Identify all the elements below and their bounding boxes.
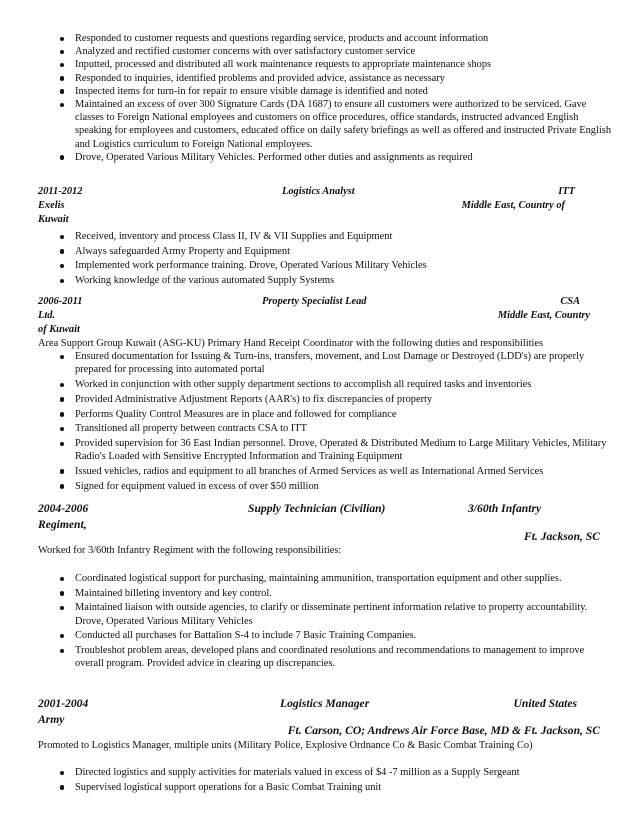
- job-location: Ft. Jackson, SC: [523, 530, 600, 543]
- list-item: [0, 58, 638, 71]
- job-dates: 2006-2011: [38, 296, 83, 307]
- list-item: [0, 32, 638, 45]
- job-section-2006: [0, 295, 638, 493]
- bullet-text: Inputted, processed and distributed all work maintenance requests to appropriate maintenance shops: [75, 59, 492, 71]
- bullet-icon: [60, 442, 64, 446]
- bullet-text: Transitioned all property between contracts CSA to ITT: [75, 423, 307, 435]
- bullet-text: Conducted all purchases for Battalion S-4 to include 7 Basic Training Companies.: [75, 630, 417, 642]
- list-item: [0, 45, 638, 58]
- job-bullet-list: [0, 350, 638, 493]
- bullet-icon: [60, 427, 64, 431]
- bullet-icon: [60, 264, 64, 268]
- job-unit: 3/60th Infantry: [468, 502, 542, 515]
- list-item: [0, 437, 638, 463]
- bullet-icon: [60, 37, 64, 41]
- list-item: [0, 151, 638, 164]
- bullet-icon: [60, 484, 64, 488]
- job-title: Property Specialist Lead: [262, 296, 367, 307]
- list-item: [0, 480, 638, 493]
- bullet-text: Always safeguarded Army Property and Equipment: [75, 245, 290, 257]
- bullet-text: Coordinated logistical support for purchasing, maintaining ammunition, transportation equipment and other supplies.: [75, 573, 562, 584]
- job-dates: 2001-2004: [38, 697, 89, 710]
- bullet-icon: [60, 785, 64, 789]
- bullet-icon: [60, 63, 64, 67]
- list-item: [0, 350, 638, 376]
- job-title: Supply Technician (Civilian): [248, 502, 386, 515]
- job-bullet-list: [0, 766, 638, 794]
- job-location-cont: of Kuwait: [38, 324, 80, 335]
- list-item: [0, 230, 638, 243]
- bullet-text: Directed logistics and supply activities for materials valued in excess of $4 -7 million as a Supply Sergeant: [75, 767, 520, 778]
- job-header: [0, 295, 638, 309]
- list-item: [0, 644, 638, 670]
- list-item: [0, 245, 638, 258]
- job-title: Logistics Analyst: [282, 186, 355, 197]
- bullet-icon: [60, 397, 64, 401]
- bullet-text: Analyzed and rectified customer concerns with over satisfactory customer service: [75, 46, 416, 58]
- bullet-icon: [60, 383, 64, 387]
- job-location: Middle East, Country of: [461, 200, 565, 211]
- job-unit-cont: Regiment,: [38, 518, 87, 531]
- bullet-icon: [60, 103, 64, 107]
- job-location: Ft. Carson, CO; Andrews Air Force Base, MD & Ft. Jackson, SC: [287, 724, 600, 737]
- job-dates: 2011-2012: [38, 186, 83, 197]
- list-item: [0, 259, 638, 272]
- job-org: United States: [513, 697, 577, 710]
- job-location-cont: Kuwait: [38, 214, 69, 225]
- job-section-2011: [0, 185, 638, 287]
- job-header: [0, 697, 638, 713]
- bullet-icon: [60, 606, 64, 610]
- bullet-text: Inspected items for turn-in for repair to ensure visible damage is identified and noted: [75, 85, 428, 97]
- list-item: [0, 85, 638, 98]
- list-item: [0, 393, 638, 406]
- job-org-cont: Army: [38, 713, 65, 726]
- list-item: [0, 274, 638, 287]
- job-company: ITT: [558, 186, 575, 197]
- list-item: [0, 572, 638, 585]
- bullet-text: Supervised logistical support operations for a Basic Combat Training unit: [75, 781, 382, 793]
- job-title: Logistics Manager: [280, 697, 370, 710]
- bullet-text: Responded to customer requests and questions regarding service, products and account information: [75, 33, 489, 44]
- job-company-cont: Exelis: [38, 200, 65, 211]
- bullet-icon: [60, 89, 64, 93]
- job-subheader: [0, 309, 638, 323]
- bullet-icon: [60, 155, 64, 159]
- bullet-icon: [60, 235, 64, 239]
- bullet-icon: [60, 412, 64, 416]
- bullet-icon: [60, 249, 64, 253]
- bullet-text: Maintained liaison with outside agencies, to clarify or disseminate pertinent information relative to property accountability. Drove, Operated Various Military Vehicles: [75, 602, 588, 627]
- bullet-text: Implemented work performance training. Drove, Operated Various Military Vehicles: [75, 260, 427, 272]
- list-item: [0, 601, 638, 627]
- bullet-icon: [60, 50, 64, 54]
- job-company-cont: Ltd.: [38, 310, 56, 321]
- bullet-icon: [60, 577, 64, 581]
- bullet-icon: [60, 591, 64, 595]
- list-item: [0, 587, 638, 600]
- job-bullet-list: [0, 230, 638, 287]
- list-item: [0, 766, 638, 779]
- list-item: [0, 465, 638, 478]
- bullet-icon: [60, 469, 64, 473]
- bullet-icon: [60, 634, 64, 638]
- job-intro: Worked for 3/60th Infantry Regiment with the following responsibilities:: [38, 545, 342, 556]
- job-intro: Promoted to Logistics Manager, multiple units (Military Police, Explosive Ordnance Co & Basic Combat Training Co): [38, 740, 533, 751]
- bullet-text: Maintained an excess of over 300 Signature Cards (DA 1687) to ensure all customers were authorized to be serviced. Gave classes to Foreign National employees and customers on office procedures, office standards, instructed advanced English speaking for employees and customers, educated office on daily safety briefings as well as offered and instructed Private English and Logistics curriculum to Foreign National employees.: [75, 99, 612, 150]
- bullet-text: Troubleshot problem areas, developed plans and coordinated resolutions and recommendations to management to improve overall program. Provided advice in clearing up discrepancies.: [75, 645, 585, 670]
- job-intro: Area Support Group Kuwait (ASG-KU) Primary Hand Receipt Coordinator with the following duties and responsibilities: [38, 338, 544, 349]
- list-item: [0, 378, 638, 391]
- bullet-icon: [60, 771, 64, 775]
- bullet-icon: [60, 76, 64, 80]
- bullet-text: Provided Administrative Adjustment Reports (AAR's) to fix discrepancies of property: [75, 393, 433, 405]
- job-header: [0, 185, 638, 199]
- intro-bullet-list: [0, 32, 638, 164]
- bullet-text: Provided supervision for 36 East Indian personnel. Drove, Operated & Distributed Medium to Large Military Vehicles, Military Radio's Loaded with Sensitive Encrypted Information and Training Equipment: [75, 437, 607, 463]
- job-dates: 2004-2006: [38, 502, 89, 515]
- list-item: [0, 72, 638, 85]
- bullet-text: Maintained billeting inventory and key control.: [75, 587, 272, 599]
- job-subheader: [0, 199, 638, 213]
- bullet-icon: [60, 279, 64, 283]
- job-company: CSA: [560, 296, 580, 307]
- bullet-text: Ensured documentation for Issuing & Turn-ins, transfers, movement, and Lost Damage or Destroyed (LDD's) are properly prepared for processing into automated portal: [75, 351, 585, 376]
- list-item: [0, 629, 638, 642]
- job-location: Middle East, Country: [497, 310, 590, 321]
- bullet-text: Worked in conjunction with other supply department sections to accomplish all required tasks and inventories: [75, 379, 532, 391]
- bullet-text: Received, inventory and process Class II, IV & VII Supplies and Equipment: [75, 231, 393, 242]
- bullet-text: Responded to inquiries, identified problems and provided advice, assistance as necessary: [75, 72, 445, 84]
- job-header: [0, 502, 638, 518]
- bullet-text: Signed for equipment valued in excess of over $50 million: [75, 480, 319, 492]
- list-item: [0, 781, 638, 794]
- bullet-text: Issued vehicles, radios and equipment to all branches of Armed Services as well as International Armed Services: [75, 465, 544, 477]
- bullet-text: Drove, Operated Various Military Vehicles. Performed other duties and assignments as required: [75, 151, 473, 163]
- bullet-icon: [60, 649, 64, 653]
- job-bullet-list: [0, 572, 638, 670]
- list-item: [0, 422, 638, 435]
- bullet-text: Performs Quality Control Measures are in place and followed for compliance: [75, 408, 397, 420]
- job-location-row: [0, 213, 638, 227]
- bullet-text: Working knowledge of the various automated Supply Systems: [75, 275, 335, 287]
- list-item: [0, 408, 638, 421]
- bullet-icon: [60, 355, 64, 359]
- job-location-row: [0, 323, 638, 337]
- list-item: [0, 98, 638, 151]
